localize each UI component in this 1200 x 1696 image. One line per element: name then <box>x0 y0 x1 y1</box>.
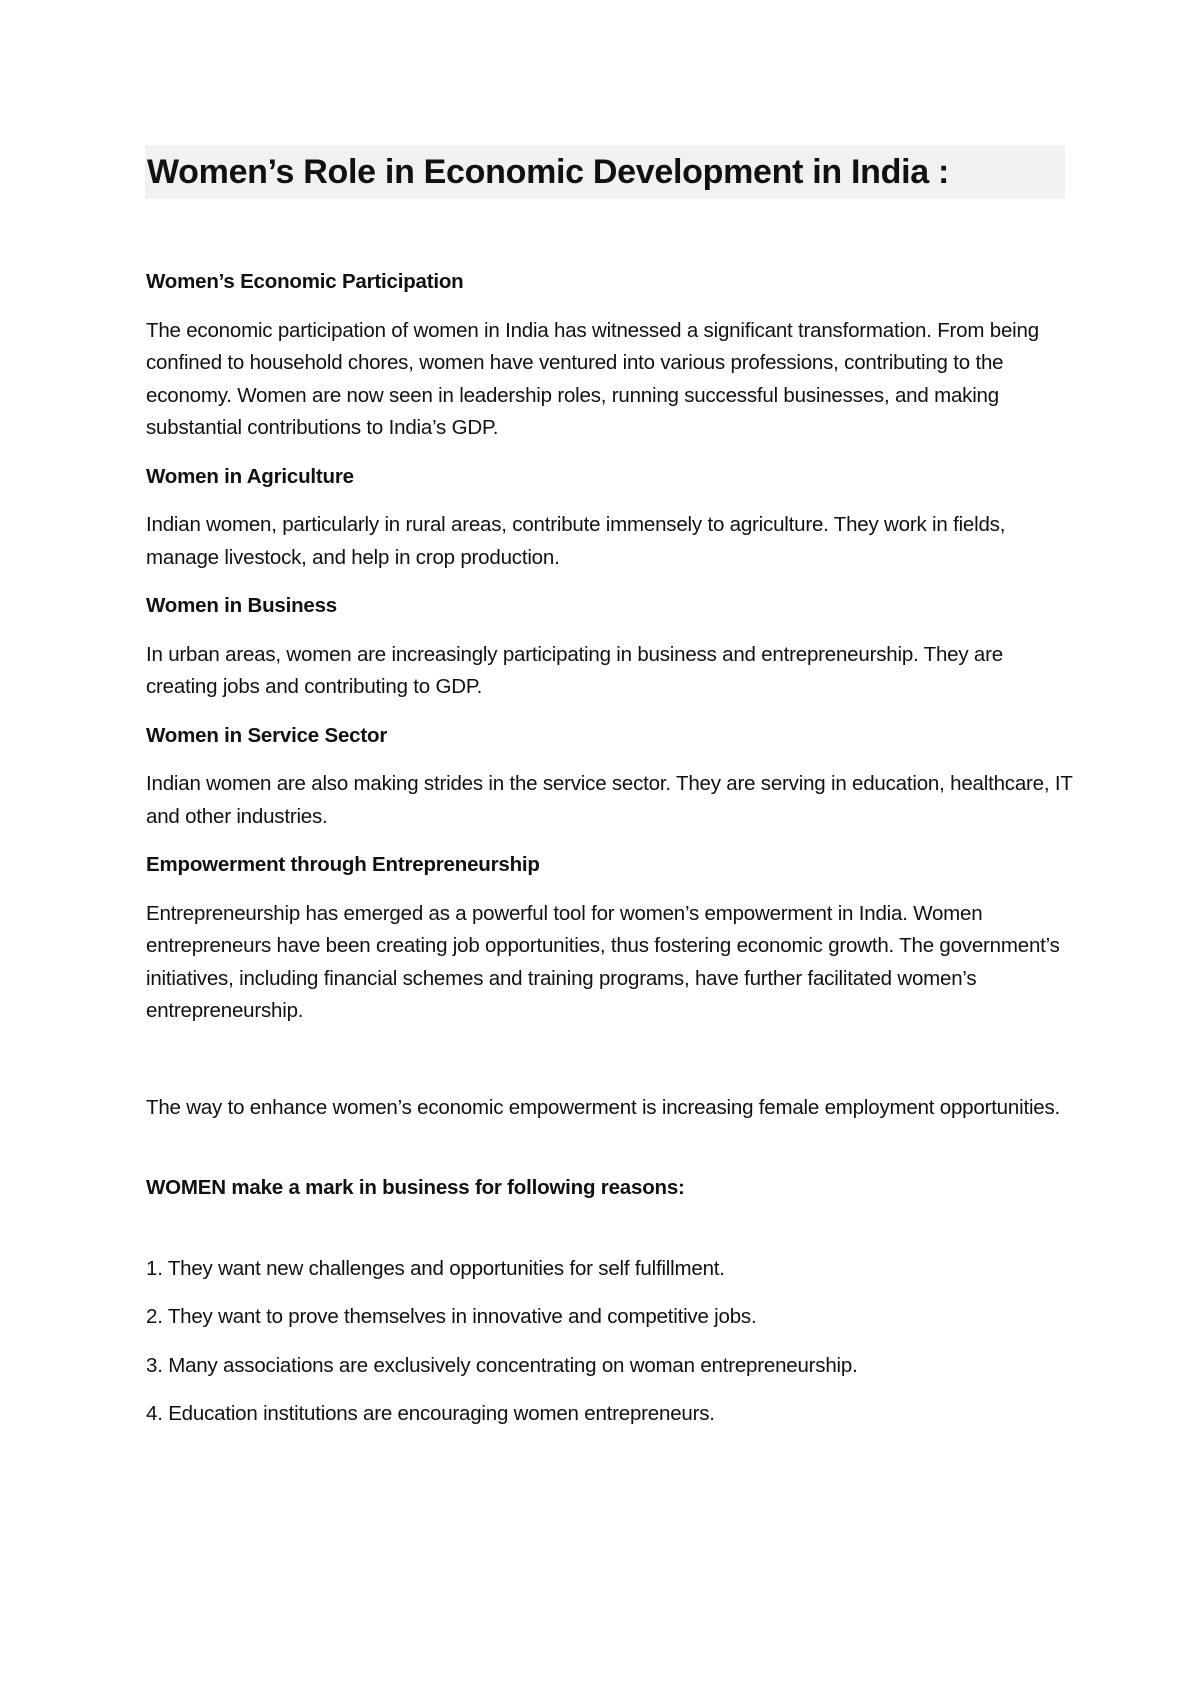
section-agriculture <box>146 461 1076 575</box>
reasons-heading: WOMEN make a mark in business for following reasons: <box>146 1176 685 1199</box>
list-item: 4. Education institutions are encouraging women entrepreneurs. <box>146 1402 715 1425</box>
section-heading: Empowerment through Entrepreneurship <box>146 853 540 876</box>
section-heading: Women in Service Sector <box>146 723 388 747</box>
list-item: 2. They want to prove themselves in innovative and competitive jobs. <box>146 1305 757 1328</box>
section-paragraph: The economic participation of women in India has witnessed a significant transformation. From being confined to household chores, women have ventured into various professions, contributing to the economy. Women are now seen in leadership roles, running successful businesses, and making substantial contributions to India’s GDP. <box>146 318 1039 439</box>
conclusion-paragraph: The way to enhance women’s economic empowerment is increasing female employment opportunities. <box>146 1095 1061 1119</box>
section-service-sector <box>146 720 1076 834</box>
blank-line <box>146 1044 1076 1092</box>
section-business <box>146 590 1076 704</box>
section-entrepreneurship <box>146 849 1076 1028</box>
section-paragraph: In urban areas, women are increasingly participating in business and entrepreneurship. They are creating jobs and contributing to GDP. <box>146 642 1003 698</box>
section-heading: Women in Business <box>146 594 338 617</box>
list-item: 1. They want new challenges and opportunities for self fulfillment. <box>146 1256 725 1280</box>
section-heading: Women in Agriculture <box>146 464 354 488</box>
section-economic-participation <box>146 266 1076 445</box>
reasons-list <box>146 1253 1076 1431</box>
section-paragraph: Entrepreneurship has emerged as a powerful tool for women’s empowerment in India. Women entrepreneurs have been creating job opportunities, thus fostering economic growth. The government’s initiatives, including financial schemes and training programs, have further facilitated women’s entrepreneurship. <box>146 901 1060 1022</box>
document-title: Women’s Role in Economic Development in India : <box>147 153 950 191</box>
section-heading: Women’s Economic Participation <box>146 270 464 293</box>
section-paragraph: Indian women are also making strides in the service sector. They are serving in education, healthcare, IT and other industries. <box>146 772 1073 828</box>
document-body <box>146 266 1076 1447</box>
list-item: 3. Many associations are exclusively concentrating on woman entrepreneurship. <box>146 1353 858 1377</box>
section-paragraph: Indian women, particularly in rural areas, contribute immensely to agriculture. They work in fields, manage livestock, and help in crop production. <box>146 513 1006 569</box>
